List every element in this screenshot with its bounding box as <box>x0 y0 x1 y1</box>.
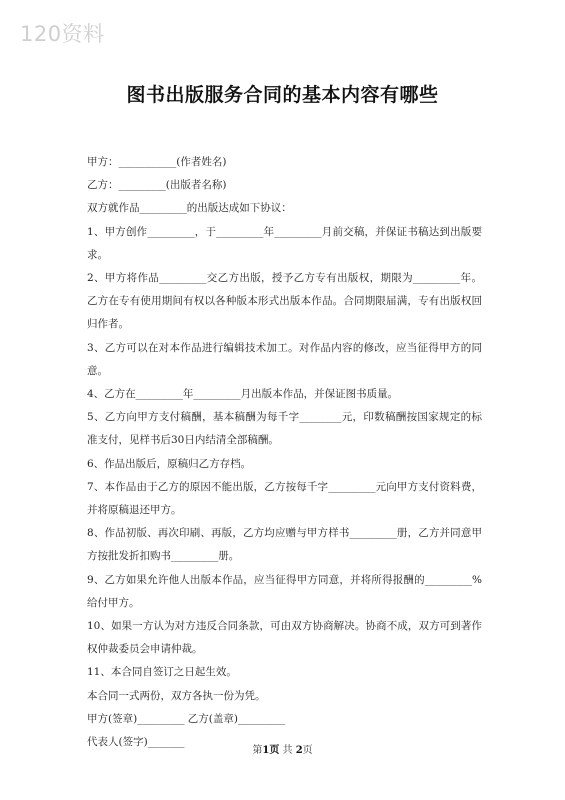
clause-6: 6、作品出版后，原稿归乙方存档。 <box>87 457 252 470</box>
document-title: 图书出版服务合同的基本内容有哪些 <box>126 84 439 106</box>
clause-9: 9、乙方如果允许他人出版本作品，应当征得甲方同意，并将所得报酬的_________%给付甲方。 <box>87 573 482 609</box>
clause-11: 11、本合同自签订之日起生效。 <box>87 666 237 679</box>
page-label-suffix: 页 <box>269 745 280 756</box>
contract-body <box>87 151 482 754</box>
total-suffix: 页 <box>302 745 313 756</box>
watermark-logo-text: 120资料 <box>20 22 105 46</box>
clause-10: 10、如果一方认为对方违反合同条款，可由双方协商解决。协商不成，双方可到著作权仲裁委员会申请仲裁。 <box>87 620 482 656</box>
agreement-intro: 双方就作品_________的出版达成如下协议： <box>87 202 292 215</box>
clause-4: 4、乙方在_________年_________月出版本作品，并保证图书质量。 <box>87 388 399 401</box>
signature-line-parties: 甲方(签章)_________ 乙方(盖章)_________ <box>87 712 286 725</box>
clause-7: 7、本作品由于乙方的原因不能出版，乙方按每千字_________元向甲方支付资料费，并将原稿退还甲方。 <box>87 480 482 517</box>
clause-2: 2、甲方将作品_________交乙方出版，授予乙方专有出版权，期限为_________年。乙方在专有使用期间有权以各种版本形式出版本作品。合同期限届满，专有出版权回归作者。 <box>87 272 482 331</box>
total-pages-number: 2 <box>295 745 303 756</box>
clause-5: 5、乙方向甲方支付稿酬，基本稿酬为每千字________元，印数稿酬按国家规定的标准支付，见样书后30日内结清全部稿酬。 <box>87 411 482 447</box>
page-label-prefix: 第 <box>252 745 263 756</box>
clause-8: 8、作品初版、再次印刷、再版，乙方均应赠与甲方样书_________册，乙方并同意甲方按批发折扣购书_________册。 <box>87 527 482 563</box>
clause-1: 1、甲方创作_________，于_________年_________月前交稿，并保证书稿达到出版要求。 <box>87 225 482 261</box>
party-a-line: 甲方：___________(作者姓名) <box>87 156 227 168</box>
signature-line-representative: 代表人(签字)_______ <box>87 736 185 749</box>
clause-3: 3、乙方可以在对本作品进行编辑技术加工。对作品内容的修改，应当征得甲方的同意。 <box>87 341 482 377</box>
copies-statement: 本合同一式两份，双方各执一份为凭。 <box>87 689 266 702</box>
total-label: 共 <box>282 745 293 756</box>
party-b-line: 乙方：_________(出版者名称) <box>87 179 227 192</box>
page-footer <box>0 741 565 756</box>
current-page-number: 1 <box>262 745 270 756</box>
